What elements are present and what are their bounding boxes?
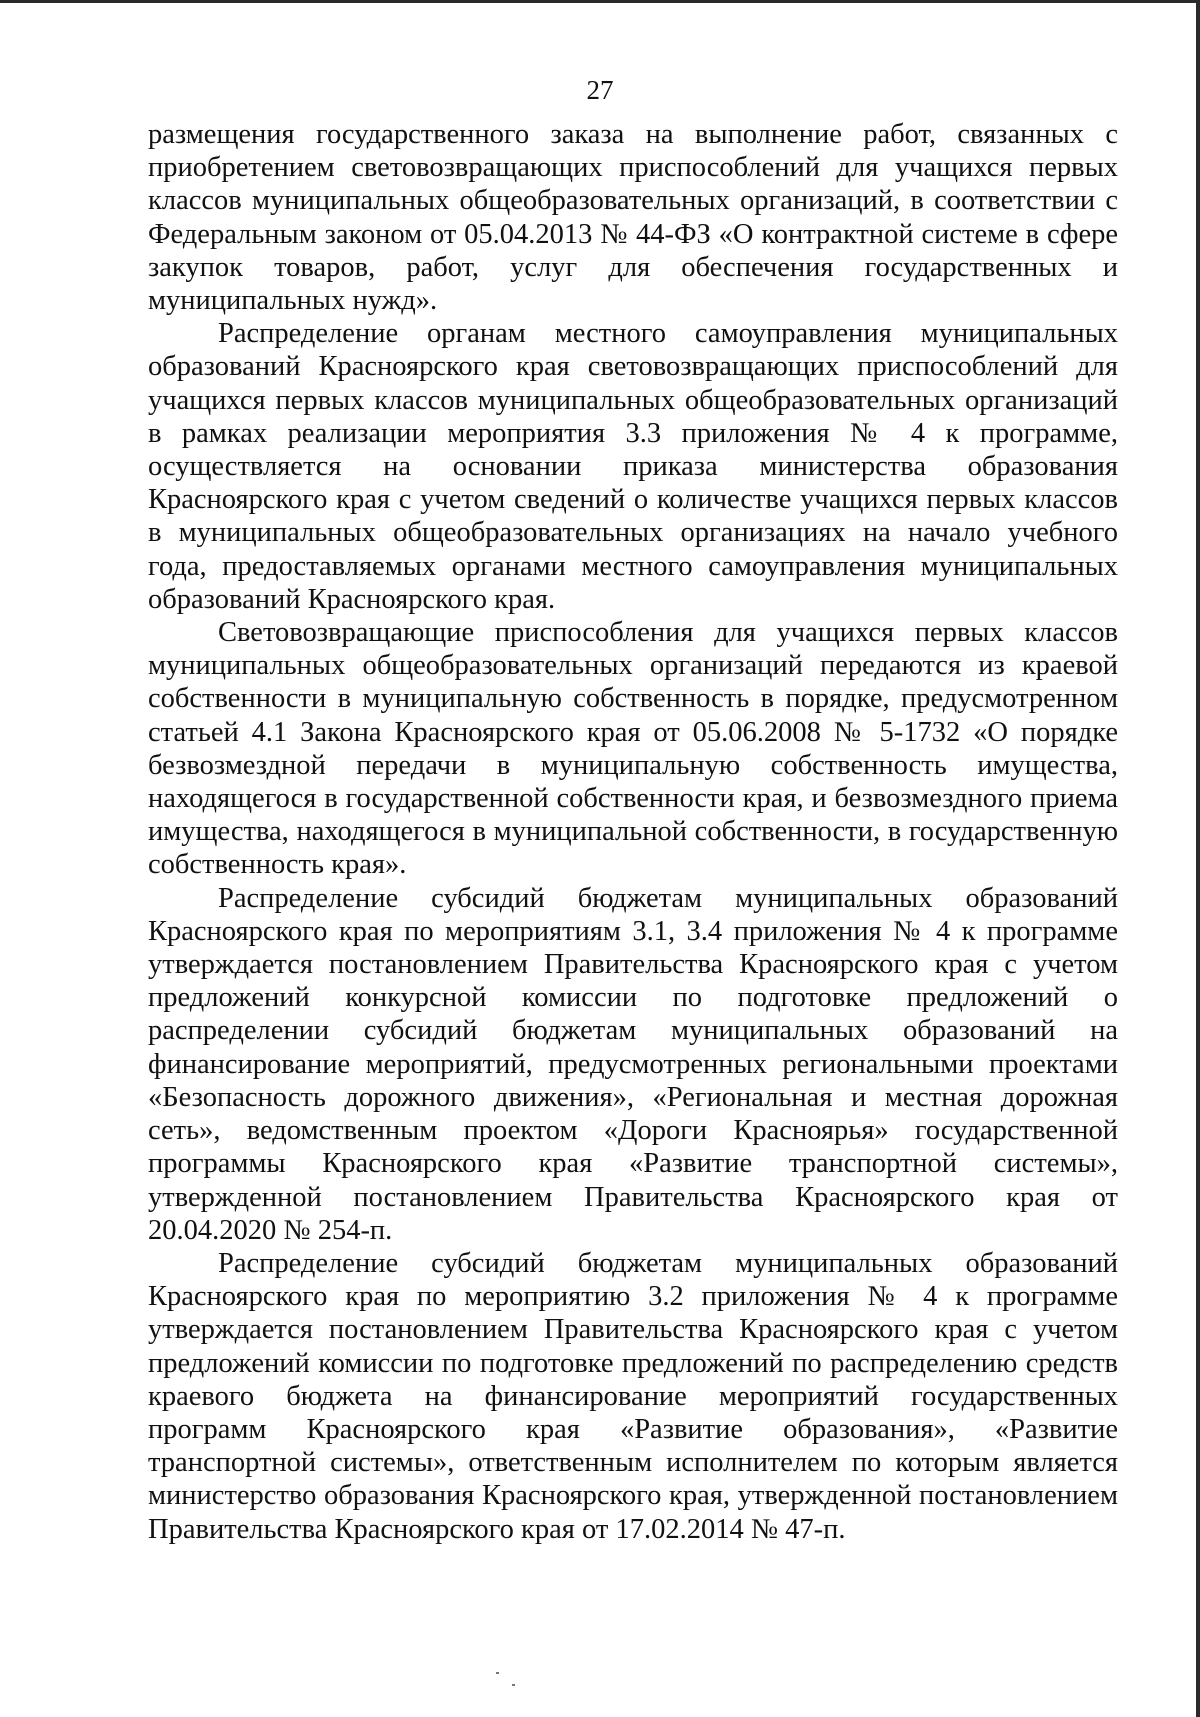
- paragraph-subsidies-3-2: Распределение субсидий бюджетам муниципальных образований Красноярского края по мероприятию 3.2 приложения № 4 к программе утверждается постановлением Правительства Красноярского края с учетом предложений комиссии по подготовке предложений по распределению средств краевого бюджета на финансирование мероприятий государственных программ Красноярского края «Развитие образования», «Развитие транспортной системы», ответственным исполнителем по которым является министерство образования Красноярского края, утвержденной постановлением Правительства Красноярского края от 17.02.2014 № 47-п.: [148, 1247, 1118, 1545]
- scan-border-right: [1196, 0, 1200, 1717]
- scan-border-top: [0, 0, 1200, 3]
- paragraph-subsidies-3-1-3-4: Распределение субсидий бюджетам муниципальных образований Красноярского края по мероприятиям 3.1, 3.4 приложения № 4 к программе утверждается постановлением Правительства Красноярского края с учетом предложений конкурсной комиссии по подготовке предложений о распределении субсидий бюджетам муниципальных образований на финансирование мероприятий, предусмотренных региональными проектами «Безопасность дорожного движения», «Региональная и местная дорожная сеть», ведомственным проектом «Дороги Красноярья» государственной программы Красноярского края «Развитие транспортной системы», утвержденной постановлением Правительства Красноярского края от 20.04.2020 № 254-п.: [148, 882, 1118, 1246]
- paragraph-continuation: размещения государственного заказа на выполнение работ, связанных с приобретением световозвращающих приспособлений для учащихся первых классов муниципальных общеобразовательных организаций, в соответствии с Федеральным законом от 05.04.2013 № 44-ФЗ «О контрактной системе в сфере закупок товаров, работ, услуг для обеспечения государственных и муниципальных нужд».: [148, 119, 1118, 317]
- page-number: 27: [586, 75, 614, 105]
- document-body: [148, 118, 1118, 1546]
- paragraph-property-transfer: Световозвращающие приспособления для учащихся первых классов муниципальных общеобразовательных организаций передаются из краевой собственности в муниципальную собственность в порядке, предусмотренном статьей 4.1 Закона Красноярского края от 05.06.2008 № 5-1732 «О порядке безвозмездной передачи в муниципальную собственность имущества, находящегося в государственной собственности края, и безвозмездного приема имущества, находящегося в муниципальной собственности, в государственную собственность края».: [148, 617, 1118, 881]
- scan-artifact: [496, 1672, 499, 1674]
- scan-artifact: [512, 1684, 515, 1686]
- paragraph-distribution-reflectors: Распределение органам местного самоуправления муниципальных образований Красноярского края световозвращающих приспособлений для учащихся первых классов муниципальных общеобразовательных организаций в рамках реализации мероприятия 3.3 приложения № 4 к программе, осуществляется на основании приказа министерства образования Красноярского края с учетом сведений о количестве учащихся первых классов в муниципальных общеобразовательных организациях на начало учебного года, предоставляемых органами местного самоуправления муниципальных образований Красноярского края.: [148, 318, 1118, 615]
